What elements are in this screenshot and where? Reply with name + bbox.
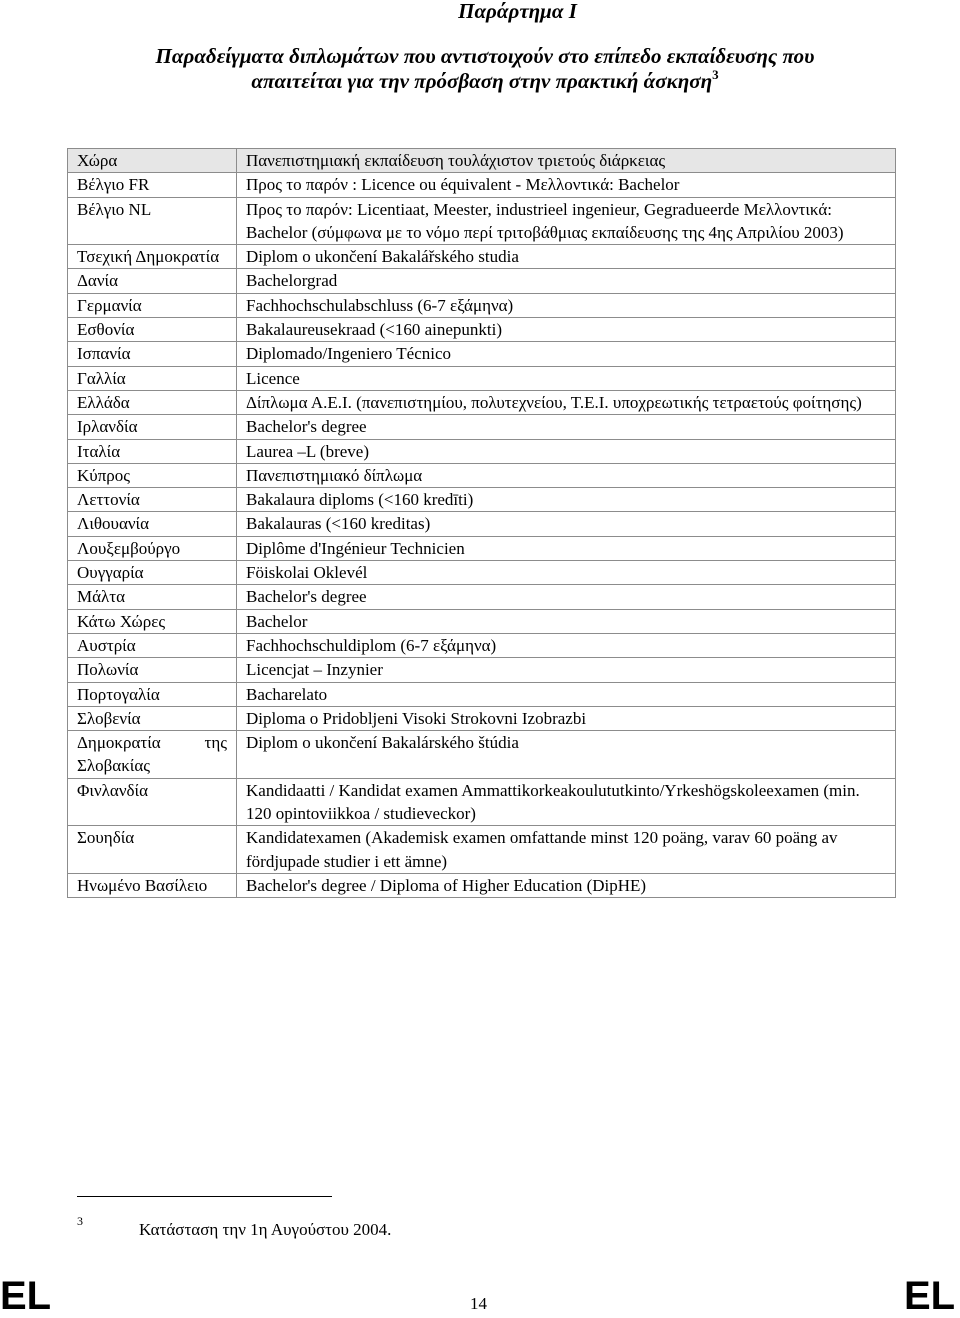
diploma-cell: Bacharelato [237, 682, 896, 706]
table-row [68, 561, 896, 585]
country-cell: Σλοβενία [68, 706, 237, 730]
country-cell: Βέλγιο FR [68, 173, 237, 197]
country-cell: Δανία [68, 269, 237, 293]
table-row [68, 826, 896, 874]
country-cell: Κάτω Χώρες [68, 609, 237, 633]
diploma-cell: Diploma o Pridobljeni Visoki Strokovni Izobrazbi [237, 706, 896, 730]
diploma-cell: Diplom o ukončení Bakalářského studia [237, 245, 896, 269]
table-row [68, 609, 896, 633]
country-cell: Λιθουανία [68, 512, 237, 536]
diploma-cell: Πανεπιστημιακό δίπλωμα [237, 463, 896, 487]
heading-line-1: Παραδείγματα διπλωμάτων που αντιστοιχούν στο επίπεδο εκπαίδευσης που [155, 44, 815, 68]
table-row [68, 439, 896, 463]
diploma-cell: Kandidaatti / Kandidat examen Ammattikorkeakoulututkinto/Yrkeshögskoleexamen (min. 120 opintoviikkoa / studieveckor) [237, 778, 896, 826]
diploma-cell: Diplomado/Ingeniero Técnico [237, 342, 896, 366]
footnote-text: Κατάσταση την 1η Αυγούστου 2004. [139, 1220, 392, 1239]
diploma-cell: Licence [237, 366, 896, 390]
country-cell: Ουγγαρία [68, 561, 237, 585]
diploma-cell: Bachelor's degree [237, 585, 896, 609]
table-row [68, 173, 896, 197]
diploma-cell: Kandidatexamen (Akademisk examen omfattande minst 120 poäng, varav 60 poäng av fördjupade studier i ett ämne) [237, 826, 896, 874]
table-row [68, 318, 896, 342]
table-row [68, 633, 896, 657]
country-cell: Μάλτα [68, 585, 237, 609]
table-row [68, 197, 896, 245]
country-cell: Ιταλία [68, 439, 237, 463]
diploma-cell: Προς το παρόν: Licentiaat, Meester, industrieel ingenieur, Gegradueerde Μελλοντικά: Bachelor (σύμφωνα με το νόμο περί τριτοβάθμιας εκπαίδευσης της 4ης Απριλίου 2003) [237, 197, 896, 245]
diploma-cell: Bachelor's degree / Diploma of Higher Education (DipHE) [237, 873, 896, 897]
country-cell: Σουηδία [68, 826, 237, 874]
country-cell: Κύπρος [68, 463, 237, 487]
table-row [68, 731, 896, 779]
page-heading [60, 44, 910, 94]
diploma-cell: Bakalauras (<160 kreditas) [237, 512, 896, 536]
header-country: Χώρα [68, 149, 237, 173]
country-cell: Ελλάδα [68, 390, 237, 414]
table-row [68, 488, 896, 512]
table-row [68, 390, 896, 414]
country-cell: Ισπανία [68, 342, 237, 366]
table-row [68, 415, 896, 439]
table-row [68, 366, 896, 390]
table-row [68, 293, 896, 317]
language-code-right: EL [904, 1274, 956, 1318]
header-diploma: Πανεπιστημιακή εκπαίδευση τουλάχιστον τριετούς διάρκειας [237, 149, 896, 173]
footnote-reference: 3 [712, 67, 719, 82]
diploma-cell: Προς το παρόν : Licence ou équivalent - Μελλοντικά: Bachelor [237, 173, 896, 197]
table-row [68, 536, 896, 560]
country-cell: Βέλγιο NL [68, 197, 237, 245]
diploma-cell: Bachelor [237, 609, 896, 633]
heading-line-2: απαιτείται για την πρόσβαση στην πρακτική άσκηση [251, 69, 713, 93]
diploma-cell: Fachhochschulabschluss (6-7 εξάμηνα) [237, 293, 896, 317]
language-code-left: EL [0, 1274, 52, 1318]
table-row [68, 342, 896, 366]
table-row [68, 463, 896, 487]
country-cell: Αυστρία [68, 633, 237, 657]
table-row [68, 778, 896, 826]
diploma-cell: Föiskolai Oklevél [237, 561, 896, 585]
country-cell: Γερμανία [68, 293, 237, 317]
footnote-separator [77, 1196, 332, 1197]
country-cell: Λουξεμβούργο [68, 536, 237, 560]
diploma-cell: Diplom o ukončení Bakalárského štúdia [237, 731, 896, 779]
country-cell: Πορτογαλία [68, 682, 237, 706]
table-row [68, 873, 896, 897]
country-cell: Δημοκρατία της Σλοβακίας [68, 731, 237, 779]
diploma-table [67, 148, 896, 898]
table-row [68, 585, 896, 609]
table-row [68, 245, 896, 269]
table-row [68, 269, 896, 293]
country-cell: Πολωνία [68, 658, 237, 682]
diploma-cell: Diplôme d'Ingénieur Technicien [237, 536, 896, 560]
annex-title: Παράρτημα Ι [458, 0, 577, 23]
diploma-cell: Bachelorgrad [237, 269, 896, 293]
diploma-cell: Bakalaureusekraad (<160 ainepunkti) [237, 318, 896, 342]
table-row [68, 512, 896, 536]
table-header-row [68, 149, 896, 173]
diploma-cell: Bachelor's degree [237, 415, 896, 439]
country-cell: Φινλανδία [68, 778, 237, 826]
country-cell: Εσθονία [68, 318, 237, 342]
footnote-number: 3 [77, 1214, 83, 1228]
diploma-cell: Fachhochschuldiplom (6-7 εξάμηνα) [237, 633, 896, 657]
diploma-cell: Licencjat – Inzynier [237, 658, 896, 682]
country-cell: Γαλλία [68, 366, 237, 390]
table-row [68, 706, 896, 730]
country-cell: Λεττονία [68, 488, 237, 512]
table-row [68, 682, 896, 706]
country-cell: Ιρλανδία [68, 415, 237, 439]
country-cell: Ηνωμένο Βασίλειο [68, 873, 237, 897]
country-cell: Τσεχική Δημοκρατία [68, 245, 237, 269]
table-row [68, 658, 896, 682]
diploma-cell: Bakalaura diploms (<160 kredīti) [237, 488, 896, 512]
diploma-cell: Δίπλωμα Α.Ε.Ι. (πανεπιστημίου, πολυτεχνείου, Τ.Ε.Ι. υποχρεωτικής τετραετούς φοίτησης) [237, 390, 896, 414]
page-number: 14 [470, 1294, 487, 1313]
diploma-cell: Laurea –L (breve) [237, 439, 896, 463]
